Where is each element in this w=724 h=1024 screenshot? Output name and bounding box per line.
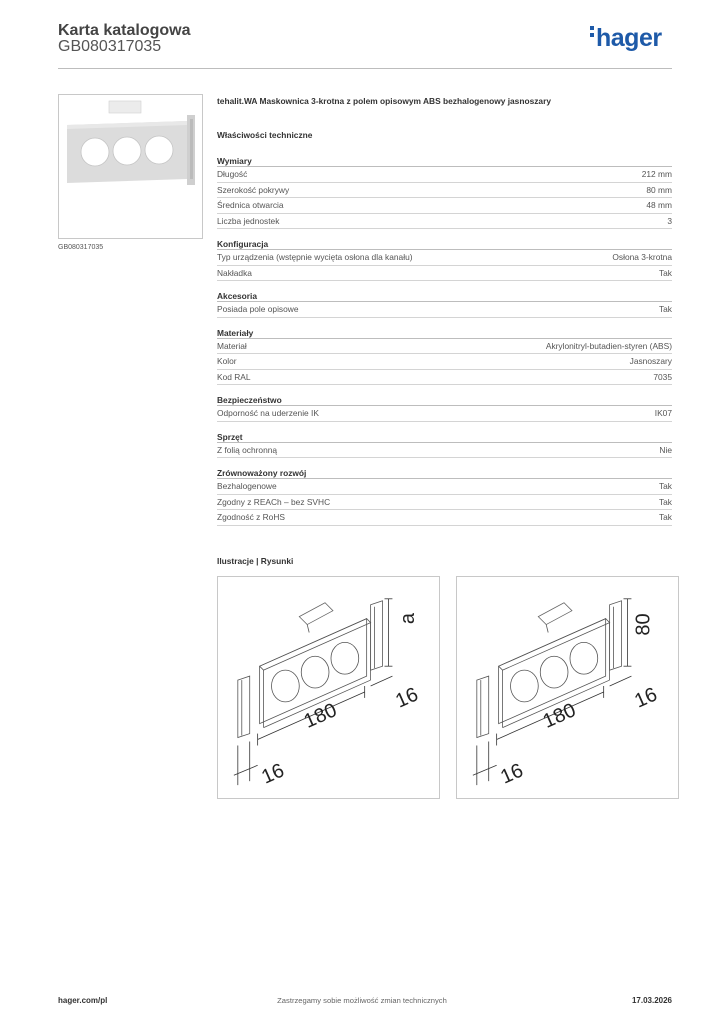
property-row	[217, 198, 672, 214]
property-label: Kolor	[217, 356, 237, 366]
property-label: Średnica otwarcia	[217, 200, 284, 210]
property-value: Osłona 3-krotna	[612, 252, 672, 262]
property-value: Tak	[658, 496, 672, 507]
property-value: Tak	[658, 267, 672, 278]
property-row	[217, 354, 672, 370]
property-row	[217, 214, 672, 230]
property-label: Zgodny z REACh – bez SVHC	[217, 496, 331, 507]
property-value: 3	[667, 215, 672, 226]
product-image	[58, 94, 203, 239]
logo-dots-icon	[590, 26, 594, 40]
section-safety	[217, 395, 672, 422]
section-title: Konfiguracja	[217, 239, 672, 250]
dim-height-label: a	[397, 612, 420, 625]
property-row	[217, 302, 672, 318]
technical-properties-heading: Właściwości techniczne	[217, 130, 313, 140]
header-divider	[58, 68, 672, 69]
property-value: 48 mm	[646, 200, 672, 210]
property-row	[217, 183, 672, 199]
property-label: Długość	[217, 169, 248, 179]
property-label: Z folią ochronną	[217, 444, 278, 455]
technical-drawing-2	[456, 576, 679, 799]
property-row	[217, 406, 672, 422]
property-value: Nie	[659, 444, 672, 455]
footer-disclaimer: Zastrzegamy sobie możliwość zmian technicznych	[277, 996, 447, 1005]
image-caption: GB080317035	[58, 244, 104, 251]
property-value: Jasnoszary	[629, 356, 672, 366]
dim-depth-label: 16	[392, 683, 422, 713]
section-materials	[217, 328, 672, 386]
property-row	[217, 370, 672, 386]
hager-logo	[590, 24, 662, 53]
section-title: Sprzęt	[217, 432, 672, 443]
dim-width-label: 180	[539, 699, 580, 733]
property-row	[217, 266, 672, 282]
section-title: Materiały	[217, 328, 672, 339]
property-value: IK07	[654, 408, 672, 418]
property-value: 80 mm	[646, 184, 672, 195]
dim-height-label: 80	[632, 613, 655, 636]
property-row	[217, 339, 672, 355]
section-dimensions	[217, 156, 672, 229]
product-title: tehalit.WA Maskownica 3-krotna z polem opisowym ABS bezhalogenowy jasnoszary	[217, 96, 551, 106]
section-equipment	[217, 432, 672, 459]
footer-website-link[interactable]: hager.com/pl	[58, 996, 108, 1005]
property-value: Akrylonitryl-butadien-styren (ABS)	[545, 340, 672, 351]
property-value: 212 mm	[641, 169, 672, 179]
property-row	[217, 479, 672, 495]
illustrations-heading: Ilustracje | Rysunki	[217, 556, 294, 566]
property-label: Odporność na uderzenie IK	[217, 408, 319, 418]
property-row	[217, 443, 672, 459]
property-row	[217, 495, 672, 511]
technical-properties	[217, 156, 672, 536]
property-value: Tak	[658, 304, 672, 314]
property-label: Typ urządzenia (wstępnie wycięta osłona dla kanału)	[217, 252, 413, 262]
section-title: Wymiary	[217, 156, 672, 167]
product-code: GB080317035	[58, 38, 162, 55]
property-label: Materiał	[217, 340, 247, 351]
property-row	[217, 510, 672, 526]
technical-drawing-1	[217, 576, 440, 799]
section-sustainability	[217, 468, 672, 526]
section-title: Zrównoważony rozwój	[217, 468, 672, 479]
dim-side-label: 16	[258, 759, 288, 789]
dim-depth-label: 16	[631, 683, 661, 713]
property-value: Tak	[658, 512, 672, 522]
property-row	[217, 250, 672, 266]
property-label: Nakładka	[217, 267, 252, 278]
property-label: Szerokość pokrywy	[217, 184, 290, 195]
property-value: Tak	[658, 481, 672, 491]
logo-text: hager	[596, 24, 662, 52]
dim-width-label: 180	[300, 699, 341, 733]
section-accessories	[217, 291, 672, 318]
property-row	[217, 167, 672, 183]
property-label: Zgodność z RoHS	[217, 512, 285, 522]
footer-date: 17.03.2026	[631, 996, 672, 1005]
section-title: Akcesoria	[217, 291, 672, 302]
product-photo-icon	[59, 95, 204, 240]
dim-side-label: 16	[497, 759, 527, 789]
property-label: Kod RAL	[217, 371, 251, 382]
property-label: Posiada pole opisowe	[217, 304, 299, 314]
document-title: Karta katalogowa	[58, 22, 191, 39]
property-label: Liczba jednostek	[217, 215, 280, 226]
section-title: Bezpieczeństwo	[217, 395, 672, 406]
property-value: 7035	[653, 371, 672, 382]
section-configuration	[217, 239, 672, 281]
property-label: Bezhalogenowe	[217, 481, 277, 491]
